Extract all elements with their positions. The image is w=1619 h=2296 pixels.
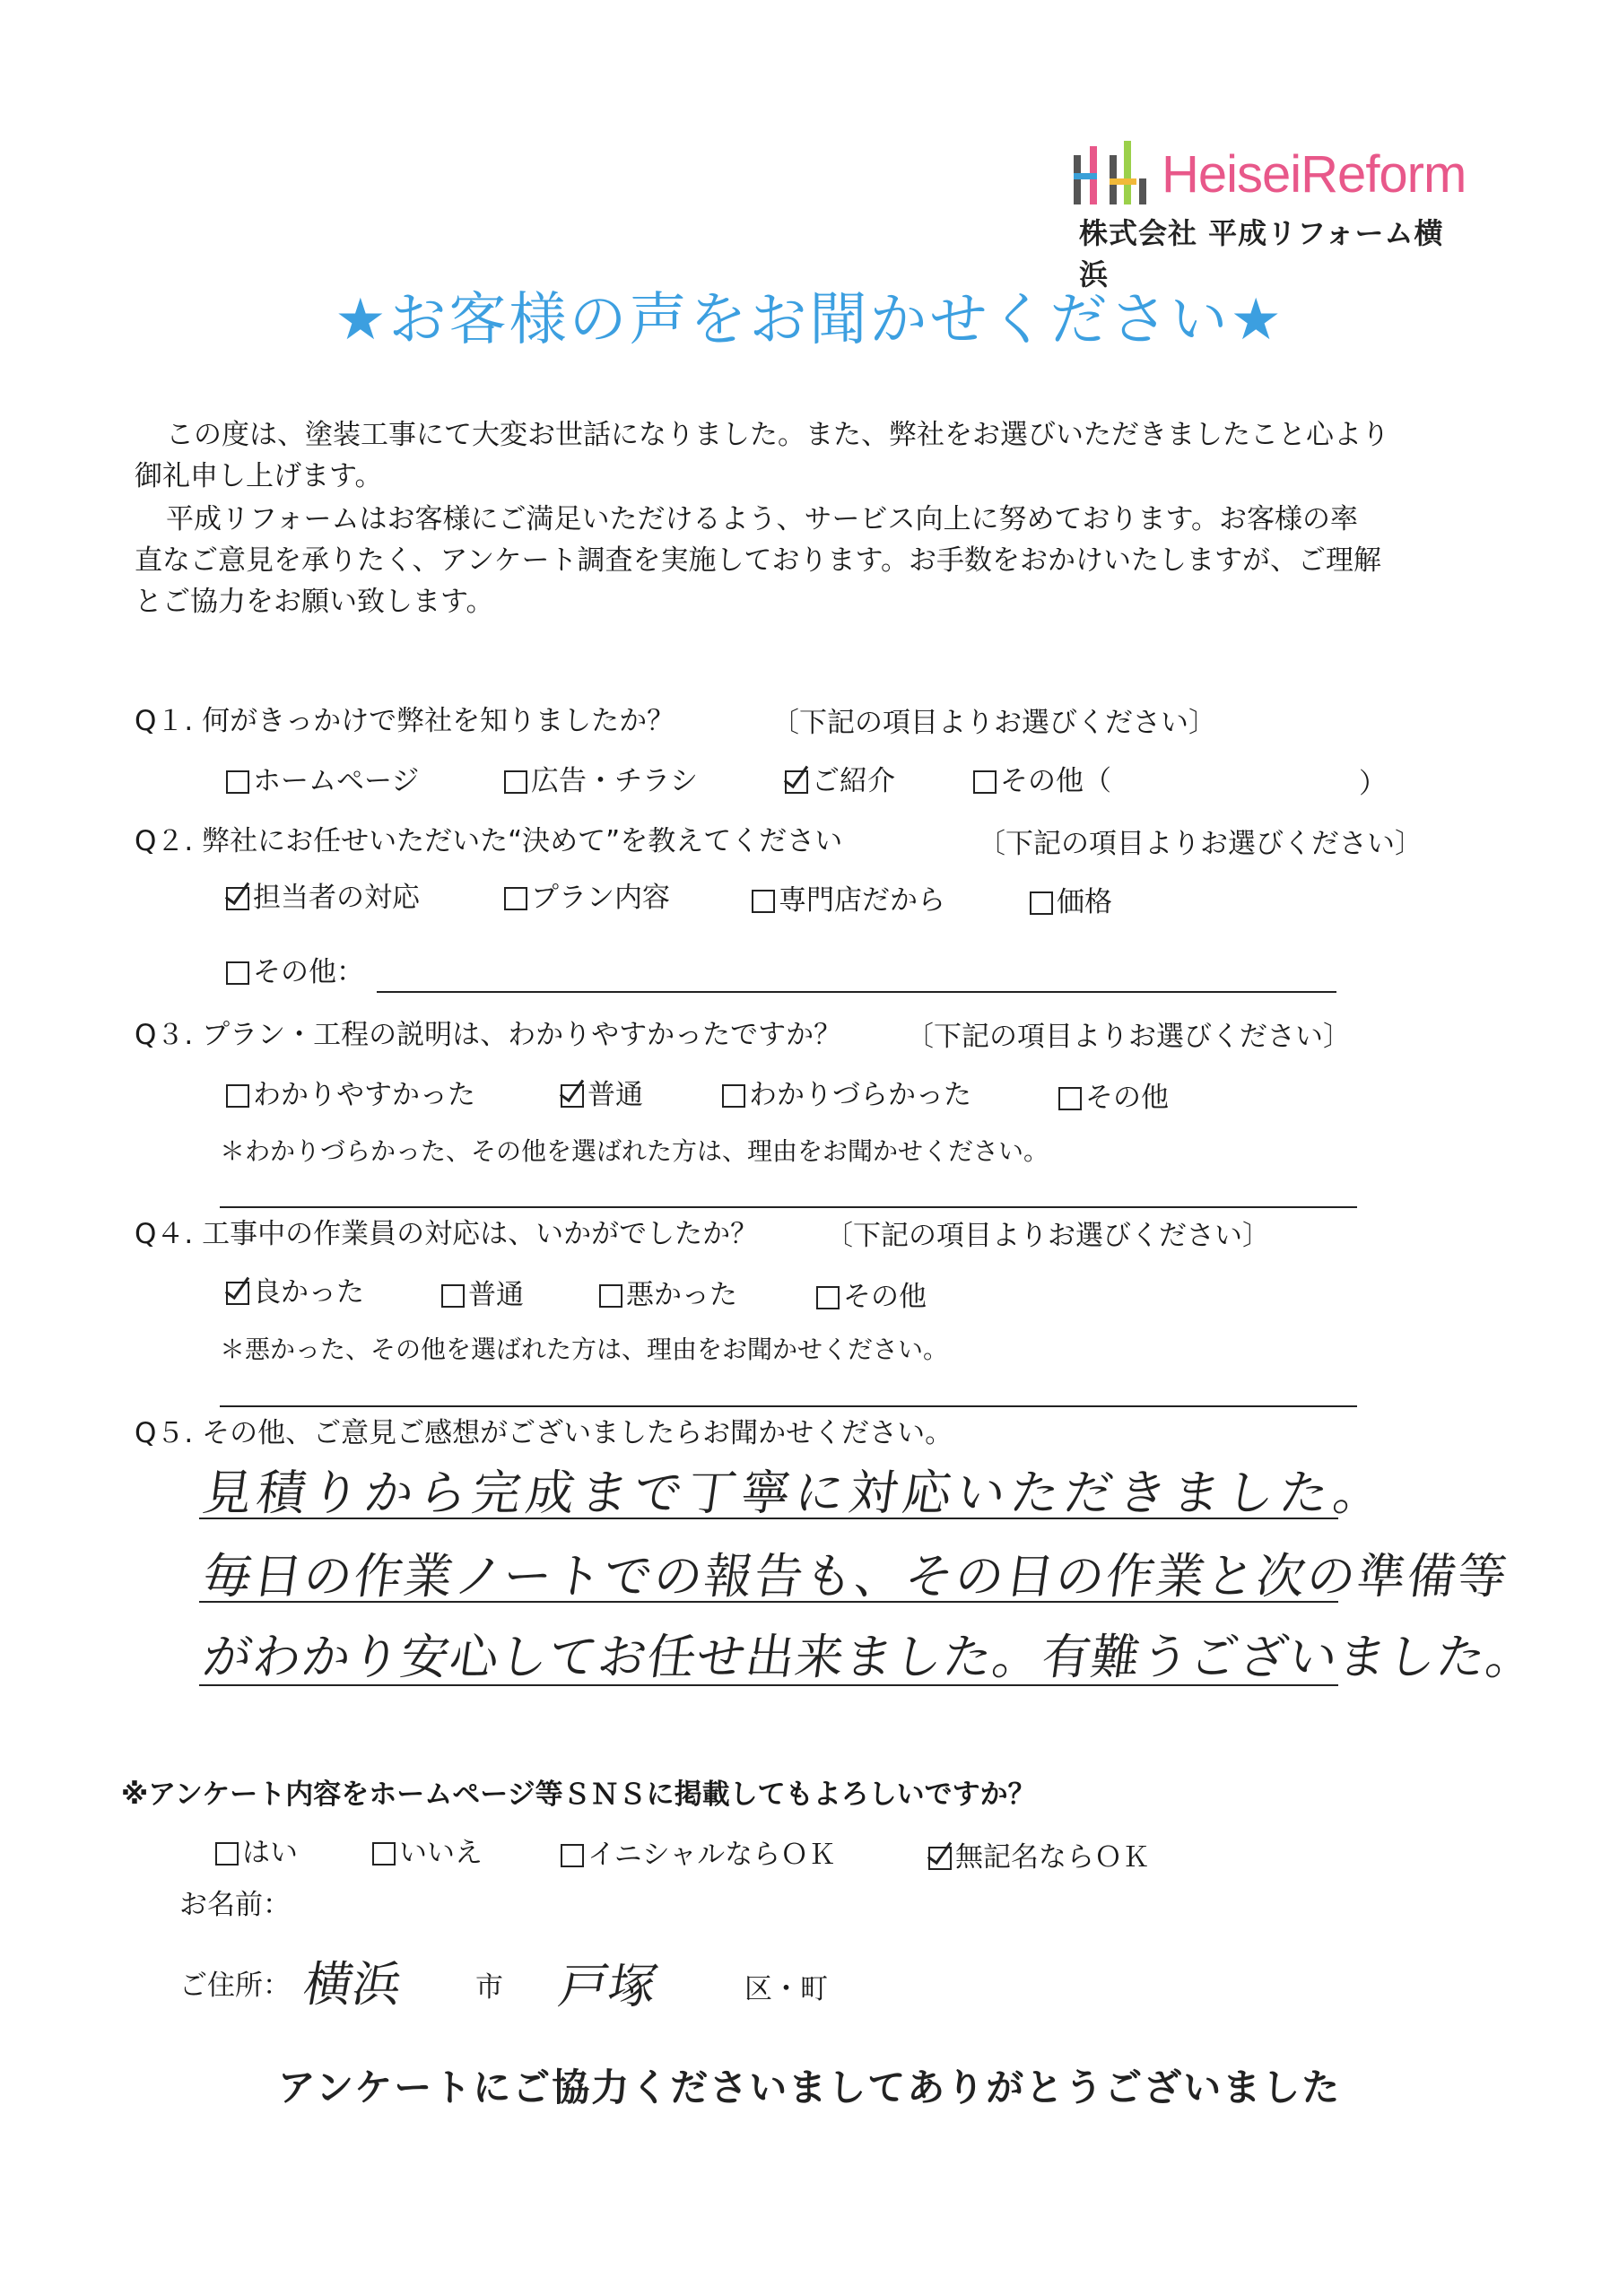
- sns-option-anonymous[interactable]: 無記名ならＯＫ: [928, 1834, 1150, 1874]
- q4-note: ＊悪かった、その他を選ばれた方は、理由をお聞かせください。: [220, 1335, 949, 1364]
- closing-message: アンケートにご協力くださいましてありがとうございました: [277, 2066, 1342, 2109]
- q1-hint: 〔下記の項目よりお選びください〕: [771, 707, 1216, 739]
- checkbox[interactable]: [226, 770, 249, 794]
- q1-close-paren: ）: [1359, 768, 1387, 800]
- logo-mark-icon: [1072, 139, 1157, 206]
- logo-brand: HeiseiReform: [1162, 145, 1467, 204]
- q1-option-ad[interactable]: 広告・チラシ: [504, 758, 698, 798]
- checkbox-checked[interactable]: [785, 770, 808, 794]
- q5-label: Q５. その他、ご意見ご感想がございましたらお聞かせください。: [135, 1417, 953, 1449]
- address-label: ご住所：: [179, 1970, 291, 2002]
- q3-option-normal[interactable]: 普通: [561, 1072, 643, 1112]
- q2-option-specialist[interactable]: 専門店だから: [752, 877, 945, 918]
- checkbox[interactable]: [752, 890, 775, 913]
- checkbox[interactable]: [372, 1842, 396, 1866]
- checkbox-checked[interactable]: [226, 887, 249, 910]
- q1-option-referral[interactable]: ご紹介: [785, 758, 895, 798]
- checkbox[interactable]: [722, 1084, 745, 1108]
- q3-option-easy[interactable]: わかりやすかった: [226, 1072, 475, 1112]
- q4-option-bad[interactable]: 悪かった: [599, 1272, 737, 1312]
- checkbox-checked[interactable]: [226, 1282, 249, 1305]
- page-title: ★お客様の声をお聞かせください★: [335, 287, 1284, 353]
- q5-rule-2: [199, 1601, 1338, 1603]
- q1-option-other[interactable]: その他（: [973, 758, 1111, 798]
- q2-option-price[interactable]: 価格: [1030, 879, 1112, 919]
- address-city-suffix: 市: [475, 1971, 503, 2004]
- checkbox-checked[interactable]: [561, 1084, 584, 1108]
- q2-other-line: [377, 991, 1336, 993]
- q5-answer-line-2: 毎日の作業ノートでの報告も、その日の作業と次の準備等: [199, 1548, 1512, 1605]
- checkbox-checked[interactable]: [928, 1847, 952, 1870]
- intro-line-4: 直なご意見を承りたく、アンケート調査を実施しております。お手数をおかけいたしますが、ご理解: [135, 544, 1382, 577]
- q2-hint: 〔下記の項目よりお選びください〕: [978, 828, 1423, 860]
- q1-label: Q１. 何がきっかけで弊社を知りましたか？: [135, 705, 675, 737]
- checkbox[interactable]: [226, 1084, 249, 1108]
- q4-label: Q４. 工事中の作業員の対応は、いかがでしたか？: [135, 1218, 759, 1250]
- q5-rule-1: [199, 1518, 1338, 1519]
- checkbox[interactable]: [1030, 891, 1053, 915]
- q4-option-other[interactable]: その他: [816, 1274, 927, 1314]
- checkbox[interactable]: [504, 887, 527, 910]
- sns-option-no[interactable]: いいえ: [372, 1830, 483, 1870]
- q2-label: Q２. 弊社にお任せいただいた“決めて”を教えてください: [135, 825, 843, 857]
- q5-answer-line-3: がわかり安心してお任せ出来ました。有難うございました。: [199, 1629, 1540, 1685]
- checkbox[interactable]: [504, 770, 527, 794]
- checkbox[interactable]: [215, 1842, 239, 1866]
- q2-option-other[interactable]: その他：: [226, 949, 364, 989]
- name-label: お名前：: [179, 1889, 291, 1921]
- q2-option-plan[interactable]: プラン内容: [504, 874, 670, 915]
- q2-option-staff[interactable]: 担当者の対応: [226, 874, 420, 915]
- q3-note: ＊わかりづらかった、その他を選ばれた方は、理由をお聞かせください。: [220, 1136, 1049, 1166]
- sns-option-yes[interactable]: はい: [215, 1830, 298, 1870]
- company-logo: [1072, 130, 1467, 291]
- q4-option-normal[interactable]: 普通: [441, 1272, 524, 1312]
- address-city: 横浜: [299, 1956, 406, 2013]
- checkbox[interactable]: [226, 961, 249, 985]
- checkbox[interactable]: [1058, 1087, 1082, 1110]
- checkbox[interactable]: [599, 1284, 622, 1308]
- q3-option-hard[interactable]: わかりづらかった: [722, 1072, 971, 1112]
- q5-rule-3: [199, 1684, 1338, 1686]
- q4-reason-line: [220, 1405, 1357, 1407]
- checkbox[interactable]: [441, 1284, 465, 1308]
- q4-option-good[interactable]: 良かった: [226, 1269, 364, 1309]
- company-name: 株式会社 平成リフォーム横浜: [1079, 216, 1444, 291]
- intro-line-3: 平成リフォームはお客様にご満足いただけるよう、サービス向上に努めております。お客様の率: [166, 503, 1358, 535]
- intro-line-2: 御礼申し上げます。: [135, 460, 383, 492]
- sns-option-initial[interactable]: イニシャルならＯＫ: [561, 1831, 836, 1872]
- intro-line-1: この度は、塗装工事にて大変お世話になりました。また、弊社をお選びいただきましたこと心より: [166, 419, 1389, 451]
- address-ward-suffix: 区・町: [744, 1973, 828, 2005]
- intro-line-5: とご協力をお願い致します。: [135, 586, 494, 618]
- q1-option-homepage[interactable]: ホームページ: [226, 758, 419, 798]
- q3-reason-line: [220, 1206, 1357, 1208]
- q5-answer-line-1: 見積りから完成まで丁寧に対応いただきました。: [199, 1465, 1392, 1521]
- checkbox[interactable]: [561, 1844, 584, 1867]
- checkbox[interactable]: [973, 770, 997, 794]
- q3-hint: 〔下記の項目よりお選びください〕: [906, 1021, 1351, 1053]
- sns-question: ※アンケート内容をホームページ等ＳＮＳに掲載してもよろしいですか？: [121, 1779, 1036, 1811]
- q3-option-other[interactable]: その他: [1058, 1074, 1169, 1115]
- q4-hint: 〔下記の項目よりお選びください〕: [825, 1220, 1270, 1252]
- checkbox[interactable]: [816, 1286, 840, 1309]
- address-ward: 戸塚: [554, 1958, 662, 2014]
- q3-label: Q３. プラン・工程の説明は、わかりやすかったですか？: [135, 1019, 842, 1051]
